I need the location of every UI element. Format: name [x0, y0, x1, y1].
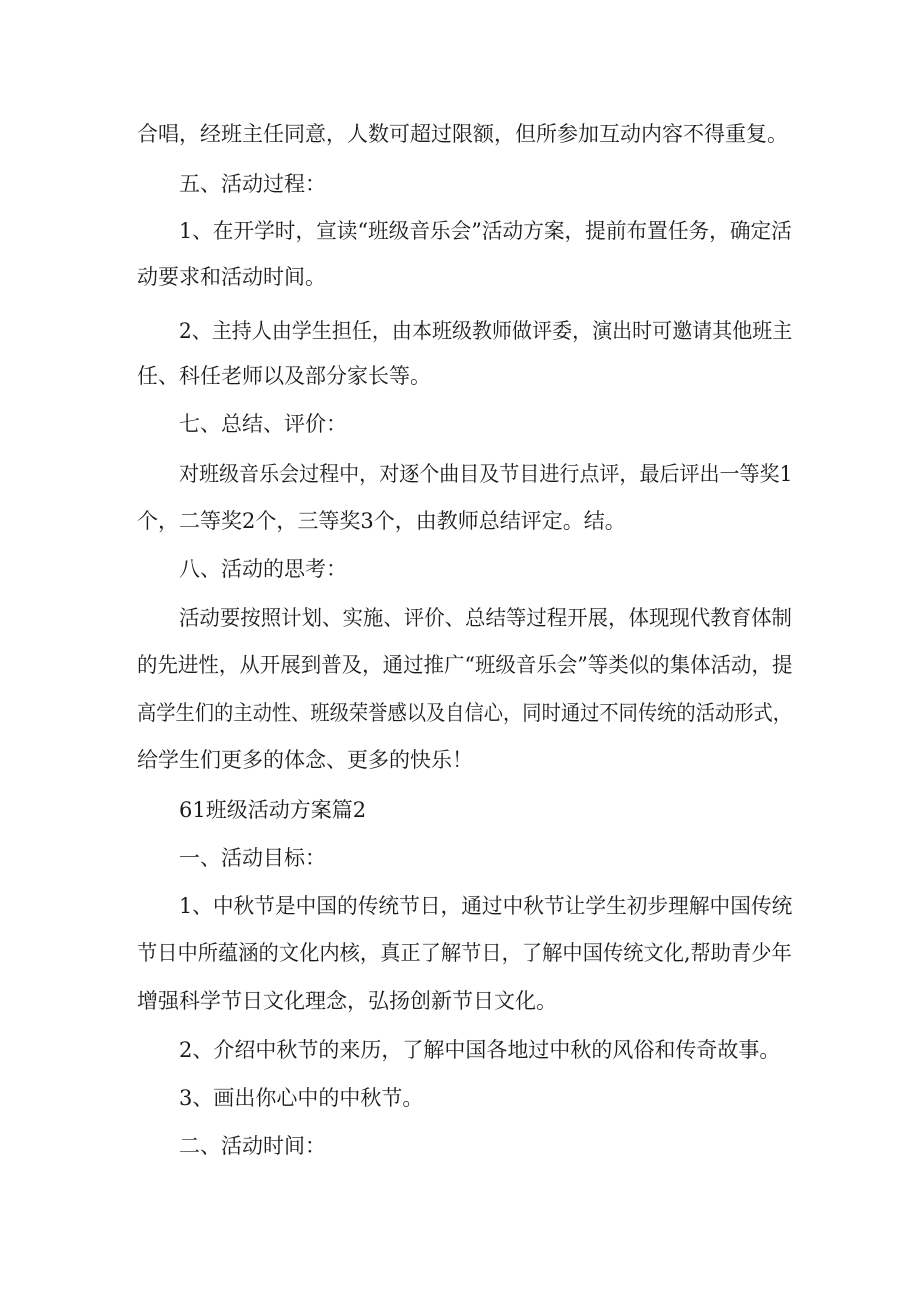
- section-heading: 八、活动的思考：: [179, 557, 347, 581]
- text-line: 1、中秋节是中国的传统节日，通过中秋节让学生初步理解中国传统: [179, 894, 793, 918]
- text-line: 任、科任老师以及部分家长等。: [137, 364, 431, 388]
- text-line: 活动要按照计划、实施、评价、总结等过程开展，体现现代教育体制: [179, 606, 792, 630]
- text-line: 2、主持人由学生担任，由本班级教师做评委，演出时可邀请其他班主: [179, 319, 793, 343]
- text-line: 节日中所蕴涵的文化内核，真正了解节日，了解中国传统文化,帮助青少年: [137, 941, 792, 965]
- text-line: 增强科学节日文化理念，弘扬创新节日文化。: [137, 989, 557, 1013]
- text-line: 的先进性，从开展到普及，通过推广“班级音乐会”等类似的集体活动，提: [137, 653, 793, 677]
- text-line: 高学生们的主动性、班级荣誉感以及自信心，同时通过不同传统的活动形式，: [137, 701, 793, 725]
- text-line: 3、画出你心中的中秋节。: [179, 1086, 424, 1110]
- text-line: 动要求和活动时间。: [137, 265, 326, 289]
- section-heading: 五、活动过程：: [179, 172, 326, 196]
- text-line: 给学生们更多的体念、更多的快乐！: [137, 748, 473, 772]
- text-line: 合唱，经班主任同意，人数可超过限额，但所参加互动内容不得重复。: [137, 122, 788, 146]
- section-heading: 一、活动目标：: [179, 846, 326, 870]
- section-heading: 七、总结、评价：: [179, 412, 347, 436]
- section-heading: 二、活动时间：: [179, 1134, 326, 1158]
- text-line: 对班级音乐会过程中，对逐个曲目及节目进行点评，最后评出一等奖1: [179, 462, 793, 486]
- text-line: 个，二等奖2个，三等奖3个，由教师总结评定。结。: [137, 509, 626, 533]
- text-line: 1、在开学时，宣读“班级音乐会”活动方案，提前布置任务，确定活: [179, 219, 792, 243]
- text-line: 2、介绍中秋节的来历，了解中国各地过中秋的风俗和传奇故事。: [179, 1038, 781, 1062]
- article-title: 61班级活动方案篇2: [179, 798, 367, 822]
